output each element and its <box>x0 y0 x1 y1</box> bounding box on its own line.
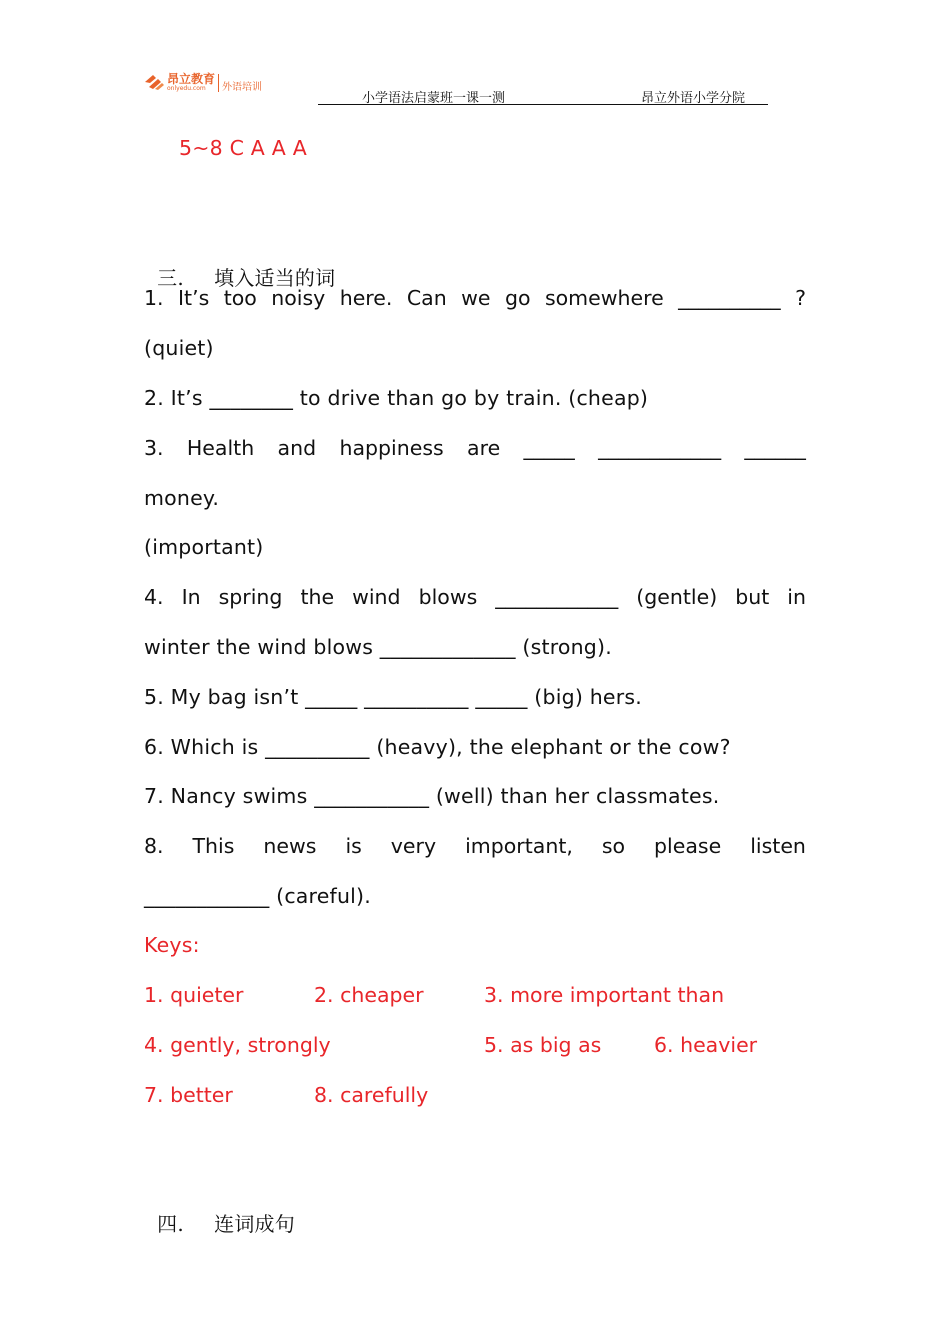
q3-blank: ______ <box>744 436 806 460</box>
keys-label: Keys: <box>144 933 200 957</box>
q1-word: ? <box>795 286 806 310</box>
q1-word: somewhere <box>544 286 664 310</box>
q8-word: important, <box>465 834 573 858</box>
keys-row-1 <box>0 983 950 1013</box>
q4-blank: ____________ <box>495 585 619 609</box>
q3-word: happiness <box>339 436 444 460</box>
q1-blank: __________ <box>678 286 781 310</box>
key-8: 8. carefully <box>314 1083 429 1107</box>
q1-word: noisy <box>271 286 326 310</box>
keys-row-3 <box>0 1083 950 1113</box>
key-4: 4. gently, strongly <box>144 1033 331 1057</box>
school-name: 昂立外语小学分院 <box>641 91 746 106</box>
q8-word: please <box>654 834 722 858</box>
q8-word: news <box>263 834 317 858</box>
key-1: 1. quieter <box>144 983 244 1007</box>
key-7: 7. better <box>144 1083 233 1107</box>
question-8-cont: ____________ (careful). <box>144 884 371 908</box>
q3-word: are <box>467 436 501 460</box>
q4-word: In <box>181 585 201 609</box>
key-3: 3. more important than <box>484 983 725 1007</box>
section-heading-3 <box>144 238 335 291</box>
q8-word: This <box>192 834 235 858</box>
section-title: 填入适当的词 <box>214 266 336 290</box>
question-5: 5. My bag isn’t _____ __________ _____ (big) hers. <box>144 685 642 709</box>
q4-word: 4. <box>144 585 164 609</box>
section-number: 四. <box>157 1212 184 1236</box>
q4-word: spring <box>218 585 283 609</box>
question-4 <box>144 585 806 609</box>
q3-blank: _____ <box>523 436 575 460</box>
question-1 <box>144 286 806 310</box>
q8-word: 8. <box>144 834 164 858</box>
course-title: 小学语法启蒙班一课一测 <box>362 91 506 106</box>
q3-blank: ____________ <box>598 436 722 460</box>
question-1-hint: (quiet) <box>144 336 214 360</box>
question-8 <box>144 834 806 858</box>
q4-word: the <box>300 585 335 609</box>
question-7: 7. Nancy swims ___________ (well) than her classmates. <box>144 784 720 808</box>
q1-word: go <box>504 286 531 310</box>
prev-answers: 5~8 C A A A <box>179 136 307 160</box>
section-heading-4 <box>144 1184 295 1237</box>
section-number: 三. <box>157 266 184 290</box>
question-2: 2. It’s ________ to drive than go by train. (cheap) <box>144 386 649 410</box>
q3-word: Health <box>186 436 255 460</box>
q4-word: in <box>787 585 806 609</box>
keys-row-2 <box>0 1033 950 1063</box>
logo-url: onlyedu.com <box>167 85 206 92</box>
q8-word: listen <box>750 834 806 858</box>
key-2: 2. cheaper <box>314 983 424 1007</box>
q4-word: (gentle) <box>636 585 718 609</box>
section-title: 连词成句 <box>214 1212 295 1236</box>
q8-word: very <box>390 834 437 858</box>
q1-word: here. <box>339 286 393 310</box>
key-6: 6. heavier <box>654 1033 758 1057</box>
question-3 <box>144 436 806 460</box>
q1-word: too <box>223 286 257 310</box>
logo-mark-icon <box>143 72 165 92</box>
logo <box>143 70 268 98</box>
q4-word: wind <box>352 585 401 609</box>
question-3-hint: (important) <box>144 535 264 559</box>
q8-word: is <box>345 834 362 858</box>
question-4-cont: winter the wind blows _____________ (strong). <box>144 635 612 659</box>
q3-word: 3. <box>144 436 164 460</box>
question-6: 6. Which is __________ (heavy), the elephant or the cow? <box>144 735 731 759</box>
logo-subtitle: 外语培训 <box>222 82 262 93</box>
q4-word: blows <box>418 585 478 609</box>
q1-word: Can <box>406 286 447 310</box>
page-header <box>318 86 768 105</box>
q1-word: It’s <box>177 286 210 310</box>
q1-word: 1. <box>144 286 164 310</box>
question-3-cont: money. <box>144 486 220 510</box>
q3-word: and <box>277 436 317 460</box>
logo-brand: 昂立教育 <box>167 72 216 86</box>
q8-word: so <box>601 834 626 858</box>
key-5: 5. as big as <box>484 1033 602 1057</box>
logo-divider <box>218 74 219 92</box>
q1-word: we <box>461 286 491 310</box>
q4-word: but <box>735 585 770 609</box>
